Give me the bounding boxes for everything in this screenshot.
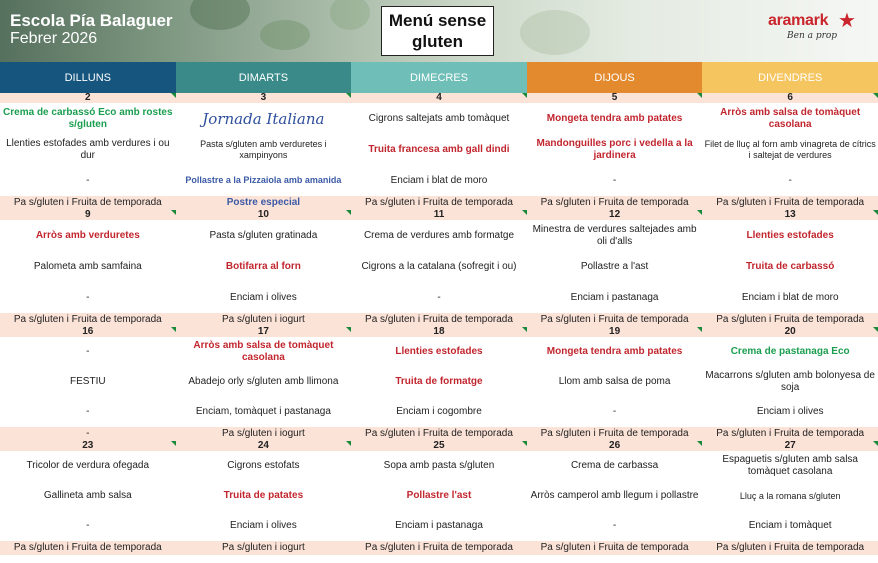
dessert-line: Pa s/gluten i Fruita de temporada bbox=[702, 196, 878, 210]
dish-line: Crema de carbassó Eco amb rostes s/gluten bbox=[3, 106, 173, 130]
day-number: 25 bbox=[351, 441, 527, 451]
day-cell bbox=[176, 441, 352, 555]
dish-line: Enciam i blat de moro bbox=[390, 174, 488, 186]
dish-line: Crema de verdures amb formatge bbox=[363, 229, 515, 241]
dessert-line: Pa s/gluten i Fruita de temporada bbox=[0, 313, 176, 327]
day-number: 20 bbox=[702, 327, 878, 337]
day-number: 2 bbox=[0, 93, 176, 103]
school-name: Escola Pía Balaguer bbox=[10, 11, 173, 30]
dish-list bbox=[702, 220, 878, 327]
foliage-decoration bbox=[520, 10, 590, 55]
dish-line: - bbox=[612, 174, 617, 186]
dish-line: Abadejo orly s/gluten amb llimona bbox=[188, 376, 339, 387]
dessert-line: Pa s/gluten i Fruita de temporada bbox=[702, 313, 878, 327]
dish-line: Crema de carbassa bbox=[570, 460, 659, 471]
day-cell bbox=[0, 93, 176, 210]
dish-list bbox=[176, 451, 352, 555]
day-number: 23 bbox=[0, 441, 176, 451]
dessert-line: Pa s/gluten i Fruita de temporada bbox=[0, 196, 176, 210]
dish-line: Lluç a la romana s/gluten bbox=[739, 490, 841, 501]
dish-list bbox=[351, 220, 527, 327]
dish-line: Mongeta tendra amb patates bbox=[546, 112, 683, 124]
dessert-line: Pa s/gluten i iogurt bbox=[176, 541, 352, 555]
dish-line: Enciam i cogombre bbox=[396, 406, 482, 417]
day-cell bbox=[351, 93, 527, 210]
dish-line: Truita de carbassó bbox=[745, 260, 835, 272]
foliage-decoration bbox=[190, 0, 250, 30]
day-number: 10 bbox=[176, 210, 352, 220]
dish-line: - bbox=[437, 291, 441, 303]
corner-marker bbox=[873, 210, 878, 215]
dessert-line: Pa s/gluten i Fruita de temporada bbox=[351, 196, 527, 210]
day-number: 24 bbox=[176, 441, 352, 451]
dish-list bbox=[0, 337, 176, 441]
dish-list bbox=[702, 103, 878, 210]
foliage-decoration bbox=[260, 20, 310, 50]
day-cell bbox=[527, 441, 703, 555]
day-header-dijous: DIJOUS bbox=[527, 62, 703, 93]
dish-line: - bbox=[612, 520, 617, 531]
day-cell bbox=[0, 441, 176, 555]
dessert-line: Pa s/gluten i Fruita de temporada bbox=[527, 427, 703, 441]
dish-line: Arròs amb salsa de tomàquet casolana bbox=[193, 340, 334, 363]
dessert-line: - bbox=[0, 427, 176, 441]
slogan: Ben a prop bbox=[787, 31, 838, 41]
day-number: 17 bbox=[176, 327, 352, 337]
day-header-dimarts: DIMARTS bbox=[176, 62, 352, 93]
dessert-line: Postre especial bbox=[176, 196, 352, 210]
dish-line: - bbox=[86, 406, 90, 417]
dessert-line: Pa s/gluten i Fruita de temporada bbox=[0, 541, 176, 555]
dish-line: Mandonguilles porc i vedella a la jardinera bbox=[536, 137, 693, 161]
corner-marker bbox=[873, 327, 878, 332]
dish-list bbox=[702, 337, 878, 441]
dish-list bbox=[176, 337, 352, 441]
dish-line: Pollastre a l'ast bbox=[580, 260, 649, 272]
dish-line: FESTIU bbox=[70, 376, 106, 387]
day-number: 26 bbox=[527, 441, 703, 451]
dish-line: Filet de lluç al forn amb vinagreta de cítrics i saltejat de verdures bbox=[704, 138, 876, 160]
dish-line: Arròs amb salsa de tomàquet casolana bbox=[720, 106, 861, 130]
day-cell bbox=[351, 327, 527, 441]
dish-list bbox=[351, 103, 527, 210]
dish-line: Enciam i olives bbox=[230, 291, 297, 303]
dish-line: Jornada Italiana bbox=[202, 109, 325, 128]
dish-list bbox=[0, 103, 176, 210]
day-number: 12 bbox=[527, 210, 703, 220]
dish-line: Llom amb salsa de poma bbox=[558, 376, 671, 387]
day-header-dilluns: DILLUNS bbox=[0, 62, 176, 93]
dish-line: Crema de pastanaga Eco bbox=[730, 346, 850, 357]
dish-line: Pasta s/gluten amb verduretes i xampinyons bbox=[200, 138, 327, 160]
week-row bbox=[0, 441, 878, 555]
dish-line: - bbox=[86, 346, 90, 357]
corner-marker bbox=[873, 93, 878, 98]
dish-line: - bbox=[86, 174, 90, 186]
day-number: 9 bbox=[0, 210, 176, 220]
dish-line: Cigrons estofats bbox=[227, 460, 300, 471]
day-cell bbox=[176, 210, 352, 327]
dish-list bbox=[0, 220, 176, 327]
day-cell bbox=[351, 441, 527, 555]
day-cell bbox=[702, 210, 878, 327]
day-cell bbox=[176, 93, 352, 210]
day-cell bbox=[176, 327, 352, 441]
dish-line: Enciam i olives bbox=[230, 520, 297, 531]
day-number: 11 bbox=[351, 210, 527, 220]
dish-line: Llenties estofades bbox=[395, 346, 483, 357]
dessert-line: Pa s/gluten i Fruita de temporada bbox=[527, 313, 703, 327]
dish-list bbox=[527, 103, 703, 210]
day-header-divendres: DIVENDRES bbox=[702, 62, 878, 93]
dish-line: Enciam i tomàquet bbox=[748, 520, 832, 531]
dish-line: Llenties estofades amb verdures i ou dur bbox=[6, 137, 170, 161]
dish-line: Enciam i blat de moro bbox=[741, 291, 839, 303]
menu-title-line1: Menú sense bbox=[388, 11, 487, 30]
dish-list bbox=[527, 451, 703, 555]
day-number: 13 bbox=[702, 210, 878, 220]
dish-line: Minestra de verdures saltejades amb oli d'alls bbox=[532, 223, 697, 247]
dessert-line: Pa s/gluten i Fruita de temporada bbox=[702, 427, 878, 441]
day-number: 19 bbox=[527, 327, 703, 337]
day-header-dimecres: DIMECRES bbox=[351, 62, 527, 93]
dish-line: Tricolor de verdura ofegada bbox=[26, 460, 150, 471]
dish-line: Llenties estofades bbox=[746, 229, 834, 241]
dessert-line: Pa s/gluten i Fruita de temporada bbox=[702, 541, 878, 555]
day-number: 4 bbox=[351, 93, 527, 103]
dessert-line: Pa s/gluten i Fruita de temporada bbox=[351, 313, 527, 327]
menu-title-line2: gluten bbox=[412, 32, 463, 51]
dish-list bbox=[351, 451, 527, 555]
day-number: 27 bbox=[702, 441, 878, 451]
weekday-header bbox=[0, 62, 878, 93]
day-cell bbox=[527, 93, 703, 210]
star-icon: ★ bbox=[838, 10, 856, 32]
dish-list bbox=[702, 451, 878, 555]
menu-title bbox=[381, 6, 494, 56]
dish-list bbox=[527, 220, 703, 327]
dish-line: Cigrons a la catalana (sofregit i ou) bbox=[361, 260, 517, 272]
week-row bbox=[0, 210, 878, 327]
day-cell bbox=[527, 327, 703, 441]
dish-line: Palometa amb samfaina bbox=[33, 260, 142, 272]
dish-line: Gallineta amb salsa bbox=[43, 490, 132, 501]
dish-list bbox=[527, 337, 703, 441]
dish-line: Truita francesa amb gall dindi bbox=[368, 143, 510, 155]
dish-line: Espaguetis s/gluten amb salsa tomàquet casolana bbox=[722, 454, 858, 477]
dish-list bbox=[0, 451, 176, 555]
dessert-line: Pa s/gluten i Fruita de temporada bbox=[527, 196, 703, 210]
day-cell bbox=[527, 210, 703, 327]
menu-grid bbox=[0, 93, 878, 555]
aramark-logo: aramark bbox=[768, 12, 829, 29]
week-row bbox=[0, 327, 878, 441]
day-cell bbox=[0, 210, 176, 327]
dessert-line: Pa s/gluten i iogurt bbox=[176, 427, 352, 441]
dish-line: - bbox=[612, 406, 617, 417]
foliage-decoration bbox=[330, 0, 370, 30]
dish-line: - bbox=[86, 291, 90, 303]
month-label: Febrer 2026 bbox=[10, 30, 98, 47]
dessert-line: Pa s/gluten i Fruita de temporada bbox=[351, 541, 527, 555]
dish-line: Pollastre a la Pizzaiola amb amanida bbox=[185, 175, 342, 185]
dish-line: Enciam, tomàquet i pastanaga bbox=[195, 406, 331, 417]
dish-line: Truita de patates bbox=[223, 490, 304, 501]
dessert-line: Pa s/gluten i iogurt bbox=[176, 313, 352, 327]
dish-line: - bbox=[788, 174, 792, 186]
dish-line: Truita de formatge bbox=[395, 376, 483, 387]
dish-list bbox=[176, 220, 352, 327]
day-number: 16 bbox=[0, 327, 176, 337]
dish-list bbox=[176, 103, 352, 210]
day-cell bbox=[0, 327, 176, 441]
dish-line: Pollastre l'ast bbox=[406, 490, 472, 501]
dish-line: Arròs amb verduretes bbox=[35, 229, 140, 241]
dessert-line: Pa s/gluten i Fruita de temporada bbox=[527, 541, 703, 555]
day-number: 6 bbox=[702, 93, 878, 103]
dessert-line: Pa s/gluten i Fruita de temporada bbox=[351, 427, 527, 441]
day-cell bbox=[702, 327, 878, 441]
dish-line: Botifarra al forn bbox=[225, 260, 301, 272]
dish-line: Mongeta tendra amb patates bbox=[546, 346, 683, 357]
dish-line: Enciam i olives bbox=[756, 406, 824, 417]
day-number: 5 bbox=[527, 93, 703, 103]
dish-line: Cigrons saltejats amb tomàquet bbox=[368, 112, 510, 124]
header-banner bbox=[0, 0, 878, 62]
dish-line: Sopa amb pasta s/gluten bbox=[383, 460, 495, 471]
dish-line: Macarrons s/gluten amb bolonyesa de soja bbox=[705, 370, 875, 393]
dish-line: - bbox=[86, 520, 90, 531]
dish-line: Enciam i pastanaga bbox=[570, 291, 659, 303]
dish-line: Enciam i pastanaga bbox=[395, 520, 483, 531]
day-number: 3 bbox=[176, 93, 352, 103]
day-number: 18 bbox=[351, 327, 527, 337]
dish-line: Arròs camperol amb llegum i pollastre bbox=[530, 490, 699, 501]
corner-marker bbox=[873, 441, 878, 446]
dish-line: Pasta s/gluten gratinada bbox=[209, 229, 318, 241]
dish-list bbox=[351, 337, 527, 441]
week-row bbox=[0, 93, 878, 210]
day-cell bbox=[351, 210, 527, 327]
day-cell bbox=[702, 441, 878, 555]
day-cell bbox=[702, 93, 878, 210]
